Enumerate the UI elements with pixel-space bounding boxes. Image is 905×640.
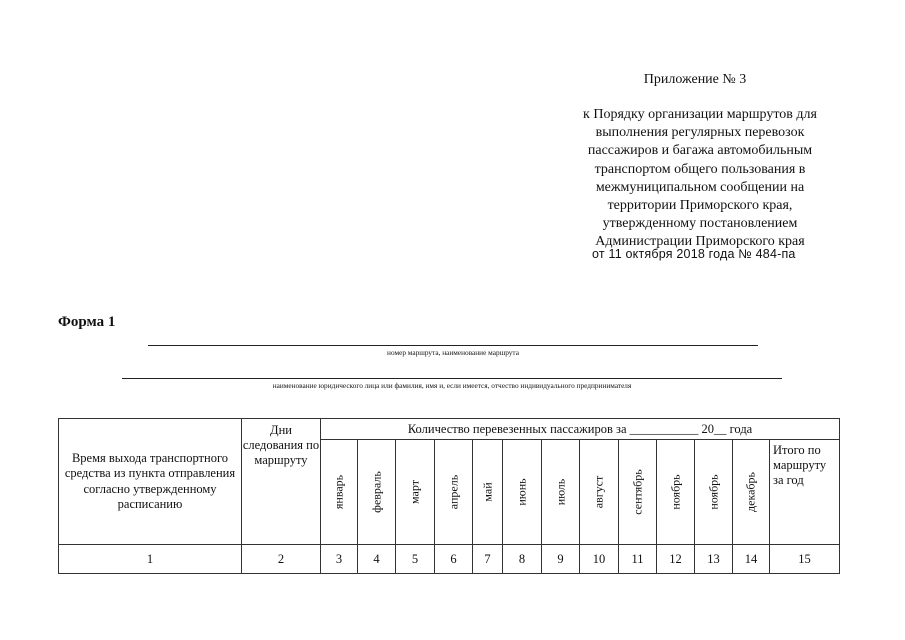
month-label: июль — [553, 478, 567, 506]
column-number: 15 — [770, 545, 840, 574]
total-header: Итого по маршруту за год — [770, 440, 840, 545]
month-header — [396, 440, 435, 545]
month-header — [657, 440, 695, 545]
column-number: 6 — [435, 545, 473, 574]
column-number: 13 — [695, 545, 733, 574]
column-number: 2 — [242, 545, 321, 574]
month-label: сентябрь — [630, 469, 644, 515]
month-header — [473, 440, 503, 545]
appendix-line: выполнения регулярных перевозок — [595, 125, 805, 141]
month-label: июнь — [514, 478, 529, 506]
month-header — [619, 440, 657, 545]
month-header — [435, 440, 473, 545]
carrier-line — [122, 378, 782, 379]
passenger-table — [58, 418, 840, 574]
column-number: 14 — [733, 545, 770, 574]
month-label: май — [480, 482, 494, 502]
appendix-line: утвержденному постановлением — [602, 216, 798, 232]
month-label: апрель — [446, 474, 460, 510]
column-number: 10 — [580, 545, 619, 574]
column-number: 8 — [503, 545, 542, 574]
column-number-row — [59, 545, 840, 574]
month-label: ноябрь — [706, 474, 720, 510]
month-header — [580, 440, 619, 545]
month-header — [695, 440, 733, 545]
column-number: 1 — [59, 545, 242, 574]
appendix-date: от 11 октября 2018 года № 484-па — [592, 247, 796, 261]
route-line — [148, 345, 758, 346]
month-header — [358, 440, 396, 545]
appendix-line: Администрации Приморского края — [595, 234, 805, 250]
appendix-line: к Порядку организации маршрутов для — [583, 107, 817, 122]
month-label: август — [591, 475, 606, 509]
column-number: 9 — [542, 545, 580, 574]
appendix-text — [560, 106, 840, 252]
column-number: 7 — [473, 545, 503, 574]
column-number: 11 — [619, 545, 657, 574]
form-label: Форма 1 — [58, 314, 116, 330]
days-header: Дни следования по маршруту — [242, 419, 321, 545]
month-label: ноябрь — [668, 474, 682, 510]
appendix-line: территории Приморского края, — [607, 198, 793, 214]
column-number: 12 — [657, 545, 695, 574]
month-header — [542, 440, 580, 545]
month-label: март — [407, 480, 422, 504]
month-label: январь — [331, 474, 346, 510]
appendix-title: Приложение № 3 — [643, 72, 747, 87]
month-label: февраль — [369, 471, 383, 513]
quantity-header: Количество перевезенных пассажиров за ___________ 20__ года — [321, 419, 840, 440]
appendix-line: межмуниципальном сообщении на — [595, 179, 805, 195]
month-header — [733, 440, 770, 545]
time-header: Время выхода транспортного средства из пункта отправления согласно утвержденному расписанию — [59, 419, 242, 545]
column-number: 5 — [396, 545, 435, 574]
month-label: декабрь — [743, 472, 758, 512]
carrier-caption: наименование юридического лица или фамилия, имя и, если имеется, отчество индивидуального предпринимателя — [272, 381, 632, 390]
column-number: 4 — [358, 545, 396, 574]
header-row — [59, 419, 840, 440]
appendix-line: транспортом общего пользования в — [594, 161, 806, 177]
month-header — [321, 440, 358, 545]
month-header — [503, 440, 542, 545]
column-number: 3 — [321, 545, 358, 574]
appendix-line: пассажиров и багажа автомобильным — [587, 143, 813, 159]
route-caption: номер маршрута, наименование маршрута — [387, 348, 519, 357]
